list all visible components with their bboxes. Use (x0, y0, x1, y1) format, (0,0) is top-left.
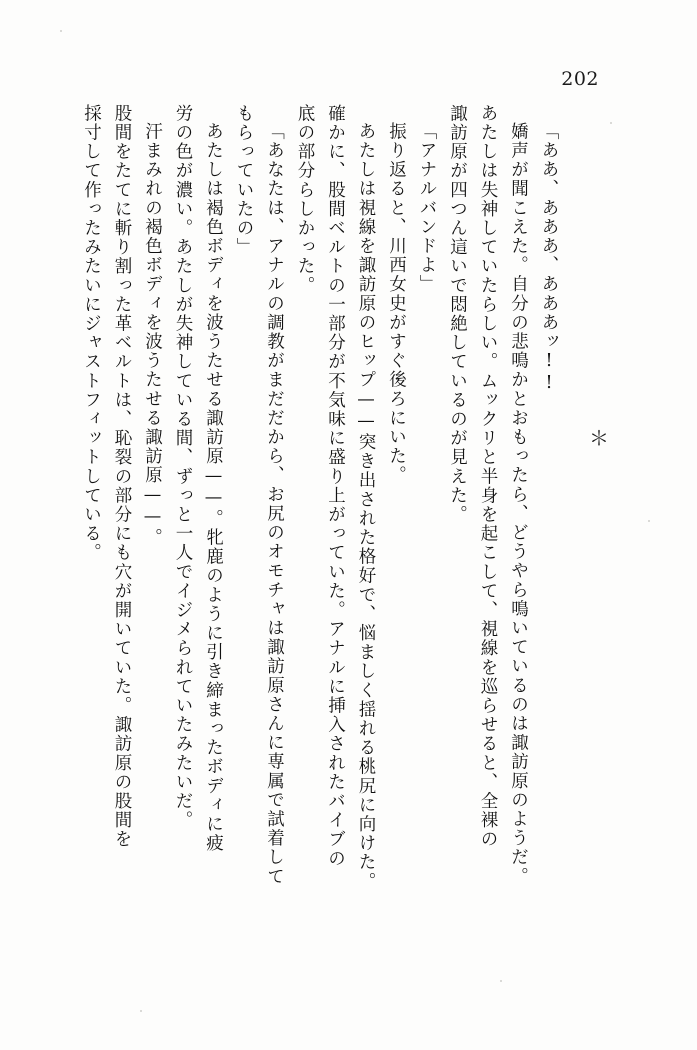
text-line: 「あなたは、アナルの調教がまだだから、お尻のオモチャは諏訪原さんに専属で試着して (264, 122, 285, 886)
text-line: 諏訪原が四つん這いで悶絶しているのが見えた。 (447, 104, 468, 525)
section-separator-mark: ＊ (589, 426, 609, 450)
page-speck (140, 1010, 142, 1012)
page-speck (500, 980, 502, 982)
text-line: 振り返ると、川西女史がすぐ後ろにいた。 (386, 122, 407, 485)
text-line: あたしは失神していたらしい。ムックリと半身を起こして、視線を巡らせると、全裸の (478, 104, 498, 849)
text-line: 股間をたてに斬り割った革ベルトは、恥裂の部分にも穴が開いていた。諏訪原の股間を (112, 104, 132, 849)
text-line: あたしは視線を諏訪原のヒップ——突き出された格好で、悩ましく揺れる桃尻に向けた。 (356, 122, 376, 891)
page-speck (610, 122, 612, 124)
page-number: 202 (561, 68, 599, 90)
text-line: あたしは褐色ボディを波うたせる諏訪原——。牝鹿のように引き締まったボディに疲 (203, 122, 224, 853)
page-speck (648, 520, 650, 522)
text-line: 採寸して作ったみたいにジャストフィットしている。 (81, 104, 102, 563)
text-line: 嬌声が聞こえた。自分の悲鳴かとおもったら、どうやら鳴いているのは諏訪原のようだ。 (508, 122, 529, 886)
text-line: 汗まみれの褐色ボディを波うたせる諏訪原——。 (142, 122, 163, 548)
text-line: 労の色が濃い。あたしが失神している間、ずっと一人でイジメられていたみたいだ。 (173, 104, 193, 830)
text-line: もらっていたの」 (234, 104, 254, 257)
text-line: 「アナルバンドよ」 (417, 122, 437, 294)
text-line: 底の部分らしかった。 (295, 104, 315, 295)
vertical-text-block (69, 104, 557, 1004)
text-line: 「ああ、あああ、あああッ!! (539, 122, 559, 395)
page-speck (60, 30, 62, 32)
text-line: 確かに、股間ベルトの一部分が不気味に盛り上がっていた。アナルに挿入されたバイブの (325, 104, 346, 868)
